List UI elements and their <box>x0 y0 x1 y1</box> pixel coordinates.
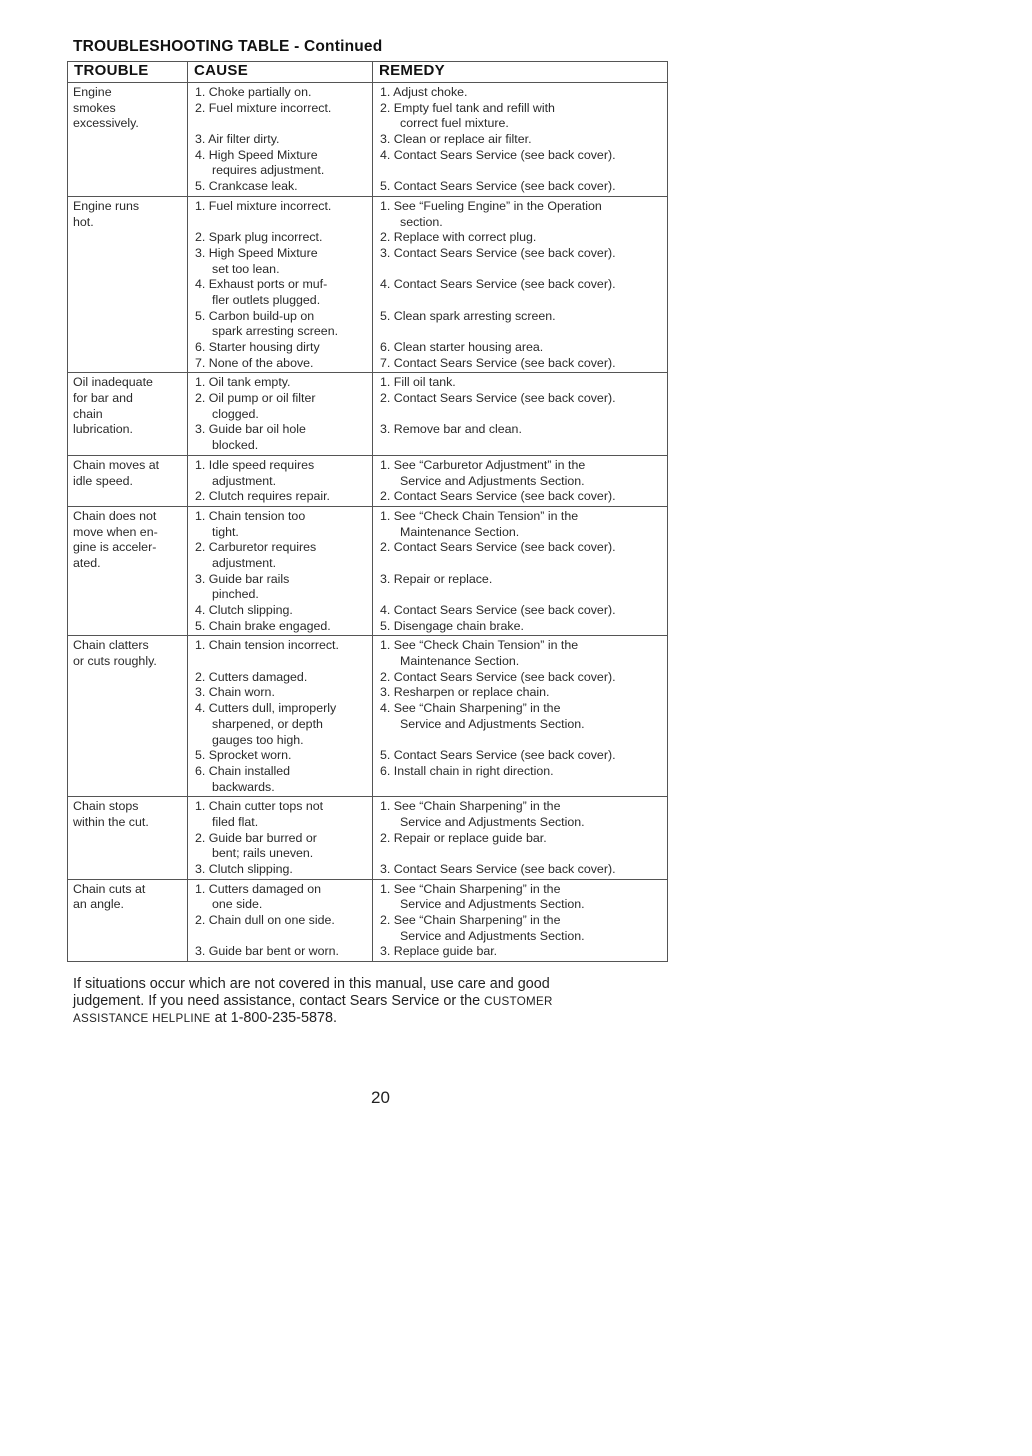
trouble-line: Engine <box>73 85 112 99</box>
cause-cell <box>188 636 373 797</box>
cause-line: 1. Idle speed requires <box>195 457 315 472</box>
remedy-line: 3. Resharpen or replace chain. <box>380 685 550 700</box>
helpline-label-part-1: CUSTOMER <box>484 995 553 1009</box>
remedy-line: 3. Repair or replace. <box>380 571 493 586</box>
table-header-row <box>68 62 668 83</box>
cause-line: 2. Oil pump or oil filter <box>195 391 316 406</box>
footer-line-3 <box>73 1010 673 1027</box>
cause-line: 1. Oil tank empty. <box>195 375 291 390</box>
remedy-line: correct fuel mixture. <box>400 116 509 131</box>
cause-line: one side. <box>212 897 263 912</box>
cause-line: requires adjustment. <box>212 163 325 178</box>
table-row <box>68 879 668 961</box>
cause-line: 1. Chain tension too <box>195 508 306 523</box>
cause-cell <box>188 196 373 373</box>
cause-cell <box>188 506 373 636</box>
remedy-line: 5. Clean spark arresting screen. <box>380 308 556 323</box>
cause-line: 2. Fuel mixture incorrect. <box>195 100 332 115</box>
trouble-line: lubrication. <box>73 422 133 437</box>
cause-line: 4. Exhaust ports or muf- <box>195 277 328 292</box>
remedy-line: 1. See “Chain Sharpening” in the <box>380 881 561 896</box>
remedy-line: 1. See “Check Chain Tension” in the <box>380 508 579 523</box>
cause-line: 1. Fuel mixture incorrect. <box>195 198 332 213</box>
trouble-line: Chain does not <box>73 508 157 523</box>
remedy-line: 1. Adjust choke. <box>380 85 468 99</box>
remedy-line <box>380 556 667 572</box>
table-body <box>68 83 668 962</box>
cause-cell <box>188 455 373 506</box>
remedy-cell <box>373 83 668 197</box>
table-row <box>68 506 668 636</box>
table-row <box>68 636 668 797</box>
remedy-line: 1. Fill oil tank. <box>380 375 456 390</box>
page-number: 20 <box>371 1088 390 1107</box>
remedy-line: Maintenance Section. <box>400 654 520 669</box>
cause-line: 2. Cutters damaged. <box>195 669 308 684</box>
remedy-line: 2. Repair or replace guide bar. <box>380 830 547 845</box>
cause-line: 2. Chain dull on one side. <box>195 913 335 928</box>
trouble-line: hot. <box>73 214 94 229</box>
cause-line: 5. Crankcase leak. <box>195 179 298 194</box>
footer-line-1: If situations occur which are not covered in this manual, use care and good <box>73 976 550 992</box>
cause-line: bent; rails uneven. <box>212 846 314 861</box>
cause-line <box>195 215 372 231</box>
trouble-line: Chain cuts at <box>73 881 146 896</box>
remedy-line <box>380 163 667 179</box>
cause-line: fler outlets plugged. <box>212 292 321 307</box>
trouble-line: for bar and <box>73 391 133 406</box>
remedy-line: 3. Replace guide bar. <box>380 944 498 959</box>
cause-line: 2. Carburetor requires <box>195 540 317 555</box>
cause-line: backwards. <box>212 779 275 794</box>
cause-line: 1. Chain cutter tops not <box>195 799 324 814</box>
cause-line: 6. Starter housing dirty <box>195 340 320 354</box>
trouble-cell <box>68 636 188 797</box>
cause-line: 3. Air filter dirty. <box>195 132 280 147</box>
remedy-line: 7. Contact Sears Service (see back cover). <box>380 355 616 370</box>
trouble-cell <box>68 455 188 506</box>
cause-line: clogged. <box>212 406 259 421</box>
trouble-cell <box>68 797 188 879</box>
cause-line: spark arresting screen. <box>212 324 339 339</box>
trouble-line: gine is acceler- <box>73 540 157 555</box>
remedy-cell <box>373 196 668 373</box>
remedy-cell <box>373 797 668 879</box>
remedy-line: 1. See “Fueling Engine” in the Operation <box>380 198 602 213</box>
table-row <box>68 83 668 197</box>
remedy-line: Service and Adjustments Section. <box>400 473 585 488</box>
cause-line: gauges too high. <box>212 732 304 747</box>
cause-line: 5. Chain brake engaged. <box>195 618 331 633</box>
cause-line <box>195 929 372 945</box>
remedy-line: 2. Contact Sears Service (see back cover). <box>380 489 616 504</box>
cause-line: 7. None of the above. <box>195 355 314 370</box>
troubleshooting-table <box>67 61 668 962</box>
remedy-cell <box>373 455 668 506</box>
remedy-line: 6. Clean starter housing area. <box>380 340 544 354</box>
remedy-line <box>380 587 667 603</box>
remedy-line: 5. Contact Sears Service (see back cover). <box>380 748 616 763</box>
remedy-line: Service and Adjustments Section. <box>400 716 585 731</box>
remedy-line: 5. Disengage chain brake. <box>380 618 524 633</box>
remedy-line <box>380 846 667 862</box>
remedy-line: 4. Contact Sears Service (see back cover). <box>380 147 616 162</box>
cause-line: adjustment. <box>212 555 277 570</box>
remedy-line <box>380 438 667 454</box>
trouble-cell <box>68 196 188 373</box>
remedy-line: 2. Contact Sears Service (see back cover). <box>380 391 616 406</box>
trouble-line: Chain moves at <box>73 457 160 472</box>
remedy-cell <box>373 506 668 636</box>
trouble-line: Chain stops <box>73 799 139 814</box>
helpline-label-part-2: ASSISTANCE HELPLINE <box>73 1012 211 1026</box>
cause-line: set too lean. <box>212 261 280 276</box>
cause-line: 5. Carbon build-up on <box>195 308 315 323</box>
remedy-line: Service and Adjustments Section. <box>400 814 585 829</box>
cause-line: 1. Choke partially on. <box>195 85 312 99</box>
trouble-cell <box>68 83 188 197</box>
header-cause: CAUSE <box>188 62 373 83</box>
remedy-line: 2. See “Chain Sharpening” in the <box>380 913 561 928</box>
remedy-line: 4. Contact Sears Service (see back cover). <box>380 277 616 292</box>
remedy-line: 3. Contact Sears Service (see back cover). <box>380 862 616 876</box>
cause-cell <box>188 797 373 879</box>
remedy-line: 3. Contact Sears Service (see back cover). <box>380 245 616 260</box>
remedy-line: 1. See “Carburetor Adjustment” in the <box>380 457 586 472</box>
cause-line: 1. Cutters damaged on <box>195 881 322 896</box>
remedy-line: 6. Install chain in right direction. <box>380 763 554 778</box>
remedy-line: 3. Remove bar and clean. <box>380 422 522 437</box>
cause-line: 2. Clutch requires repair. <box>195 489 330 504</box>
cause-line: 2. Spark plug incorrect. <box>195 230 323 245</box>
trouble-line: chain <box>73 406 103 421</box>
remedy-line <box>380 262 667 278</box>
remedy-line: section. <box>400 214 443 229</box>
remedy-line <box>380 293 667 309</box>
footer-line-2: judgement. If you need assistance, contact Sears Service or the CUSTOMER <box>73 993 553 1010</box>
cause-line: 1. Chain tension incorrect. <box>195 638 339 653</box>
remedy-line: 1. See “Chain Sharpening” in the <box>380 799 561 814</box>
remedy-line <box>380 407 667 423</box>
cause-line: tight. <box>212 524 239 539</box>
trouble-line: excessively. <box>73 116 139 131</box>
cause-line: 4. Clutch slipping. <box>195 603 293 617</box>
remedy-line: 4. Contact Sears Service (see back cover). <box>380 603 616 617</box>
cause-cell <box>188 879 373 961</box>
remedy-line: Service and Adjustments Section. <box>400 928 585 943</box>
cause-line: pinched. <box>212 587 259 602</box>
cause-line: 3. Guide bar oil hole <box>195 422 306 437</box>
cause-line: 3. Guide bar bent or worn. <box>195 944 339 959</box>
cause-line: 5. Sprocket worn. <box>195 748 292 763</box>
remedy-line: Service and Adjustments Section. <box>400 897 585 912</box>
remedy-line: 2. Contact Sears Service (see back cover). <box>380 540 616 555</box>
remedy-cell <box>373 879 668 961</box>
remedy-line: 4. See “Chain Sharpening” in the <box>380 701 561 716</box>
trouble-line: or cuts roughly. <box>73 654 157 669</box>
remedy-line: 3. Clean or replace air filter. <box>380 132 532 147</box>
header-trouble: TROUBLE <box>68 62 188 83</box>
page-title: TROUBLESHOOTING TABLE - Continued <box>73 38 383 55</box>
cause-line: 6. Chain installed <box>195 763 291 778</box>
cause-line: 3. Guide bar rails <box>195 571 290 586</box>
remedy-line <box>380 324 667 340</box>
trouble-line: Engine runs <box>73 198 140 213</box>
trouble-line: idle speed. <box>73 473 133 488</box>
table-row <box>68 797 668 879</box>
trouble-line: ated. <box>73 555 101 570</box>
cause-line <box>195 654 372 670</box>
remedy-line: Maintenance Section. <box>400 524 520 539</box>
remedy-line: 2. Empty fuel tank and refill with <box>380 100 555 115</box>
cause-line: 3. High Speed Mixture <box>195 245 318 260</box>
remedy-line: 2. Contact Sears Service (see back cover). <box>380 669 616 684</box>
trouble-line: within the cut. <box>73 814 149 829</box>
remedy-cell <box>373 373 668 455</box>
cause-line: 4. High Speed Mixture <box>195 147 318 162</box>
table-row <box>68 373 668 455</box>
footer-note <box>73 976 673 1028</box>
trouble-line: Chain clatters <box>73 638 149 653</box>
remedy-line <box>380 733 667 749</box>
remedy-line: 5. Contact Sears Service (see back cover). <box>380 179 616 194</box>
trouble-cell <box>68 506 188 636</box>
cause-line: filed flat. <box>212 814 259 829</box>
trouble-line: smokes <box>73 100 116 115</box>
cause-cell <box>188 83 373 197</box>
table-row <box>68 455 668 506</box>
cause-line: sharpened, or depth <box>212 716 323 731</box>
trouble-cell <box>68 879 188 961</box>
trouble-line: move when en- <box>73 524 158 539</box>
remedy-line: 1. See “Check Chain Tension” in the <box>380 638 579 653</box>
trouble-line: an angle. <box>73 897 124 912</box>
cause-line: 4. Cutters dull, improperly <box>195 701 337 716</box>
cause-line: adjustment. <box>212 473 277 488</box>
trouble-line: Oil inadequate <box>73 375 153 390</box>
cause-line: 2. Guide bar burred or <box>195 830 317 845</box>
cause-line: 3. Clutch slipping. <box>195 862 293 876</box>
cause-line: 3. Chain worn. <box>195 685 275 700</box>
cause-line <box>195 116 372 132</box>
cause-cell <box>188 373 373 455</box>
header-remedy: REMEDY <box>373 62 668 83</box>
trouble-cell <box>68 373 188 455</box>
remedy-line: 2. Replace with correct plug. <box>380 230 537 245</box>
table-row <box>68 196 668 373</box>
helpline-number: at 1-800-235-5878. <box>214 1010 337 1027</box>
remedy-line <box>380 780 667 796</box>
cause-line: blocked. <box>212 438 259 453</box>
remedy-cell <box>373 636 668 797</box>
